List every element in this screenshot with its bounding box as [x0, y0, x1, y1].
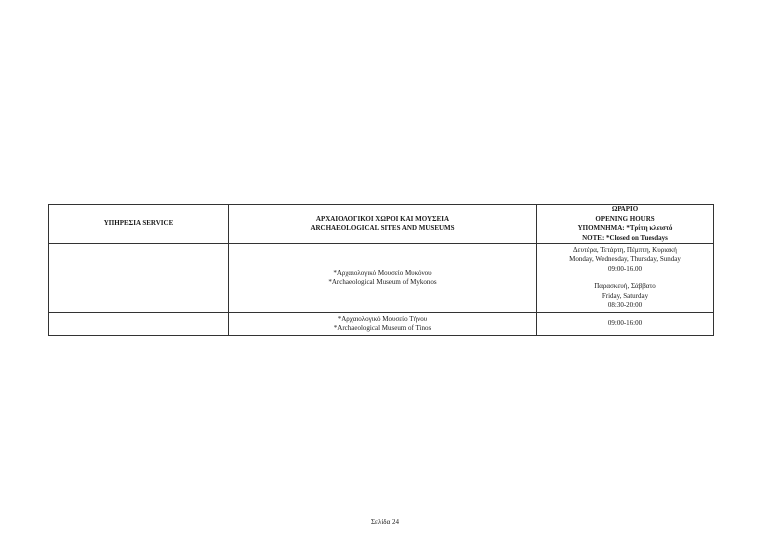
row-site-cell: [229, 244, 537, 313]
row-service-cell: [49, 313, 229, 336]
site-name-greek: *Αρχαιολογικό Μουσείο Τήνου: [337, 314, 428, 323]
row-site-cell: [229, 313, 537, 336]
hours-value: 08:30-20:00: [607, 301, 643, 309]
table-header-row: [49, 205, 714, 244]
page-number: Σελίδα 24: [370, 518, 399, 526]
hours-value: 09:00-16:00: [607, 319, 643, 328]
row-hours-cell: [537, 244, 714, 313]
days-english: Monday, Wednesday, Thursday, Sunday: [569, 255, 681, 263]
row-service-cell: [49, 244, 229, 313]
site-name-english: *Archaeological Museum of Tinos: [333, 324, 432, 332]
table-row: [49, 244, 714, 313]
table-row: [49, 313, 714, 336]
header-sites-english: ARCHAEOLOGICAL SITES AND MUSEUMS: [310, 224, 455, 232]
site-name-english: *Archaeological Museum of Mykonos: [328, 278, 437, 286]
header-note-english: NOTE: *Closed on Tuesdays: [582, 233, 668, 242]
header-note-greek: ΥΠΟΜΝΗΜΑ: *Τρίτη κλειστό: [577, 224, 673, 232]
days-greek: Δευτέρα, Τετάρτη, Πέμπτη, Κυριακή: [573, 245, 677, 254]
row-hours-cell: [537, 313, 714, 336]
site-name-greek: *Αρχαιολογικό Μουσείο Μυκόνου: [333, 268, 432, 277]
header-hours: [537, 205, 714, 244]
header-service: ΥΠΗΡΕΣΙΑ SERVICE: [49, 205, 229, 244]
days-english: Friday, Saturday: [601, 291, 649, 300]
opening-hours-table: [48, 204, 714, 336]
days-greek: Παρασκευή, Σάββατο: [594, 282, 656, 290]
header-sites-greek: ΑΡΧΑΙΟΛΟΓΙΚΟΙ ΧΩΡΟΙ ΚΑΙ ΜΟΥΣΕΙΑ: [315, 214, 450, 223]
header-hours-english: OPENING HOURS: [595, 214, 655, 223]
header-hours-greek: ΩΡΑΡΙΟ: [611, 205, 639, 213]
hours-value: 09:00-16.00: [607, 264, 643, 273]
header-sites: [229, 205, 537, 244]
